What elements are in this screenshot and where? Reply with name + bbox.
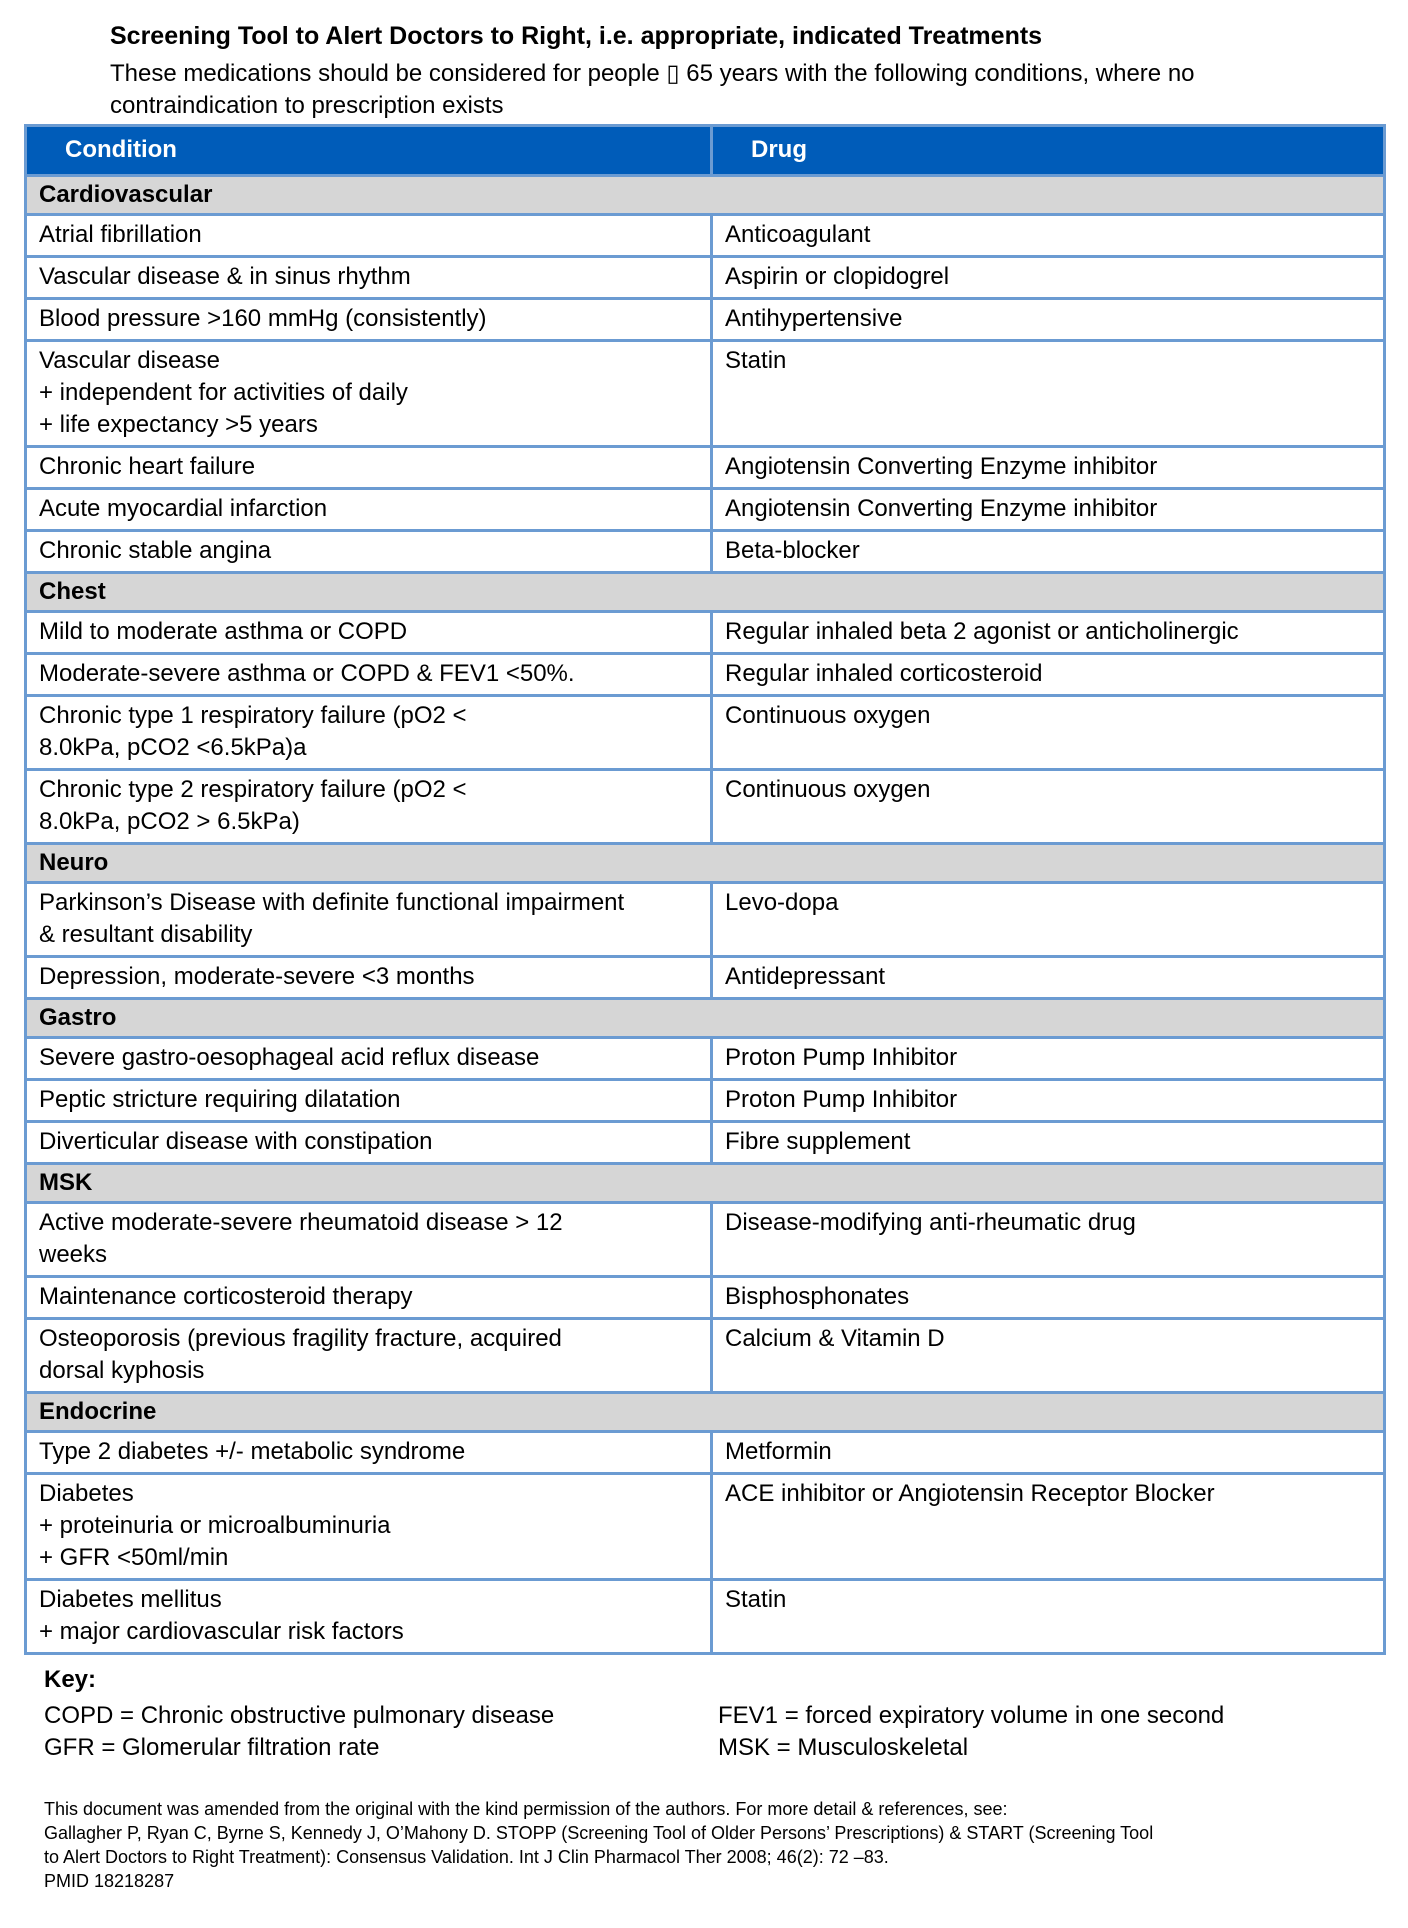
condition-cell: Diabetes + proteinuria or microalbuminuria + GFR <50ml/min bbox=[26, 1474, 712, 1580]
footer-line: PMID 18218287 bbox=[44, 1871, 175, 1891]
drug-cell: Antidepressant bbox=[712, 957, 1385, 999]
section-row bbox=[26, 573, 1385, 612]
section-row bbox=[26, 1393, 1385, 1432]
table-row bbox=[26, 612, 1385, 654]
key-gfr: GFR = Glomerular filtration rate bbox=[44, 1734, 380, 1761]
footer-reference bbox=[44, 1797, 1364, 1893]
condition-cell: Atrial fibrillation bbox=[26, 215, 712, 257]
drug-cell: Angiotensin Converting Enzyme inhibitor bbox=[712, 489, 1385, 531]
drug-cell: Continuous oxygen bbox=[712, 696, 1385, 770]
section-heading: Neuro bbox=[26, 844, 1385, 883]
drug-cell: Regular inhaled beta 2 agonist or anticholinergic bbox=[712, 612, 1385, 654]
condition-column-header: Condition bbox=[26, 126, 712, 176]
section-heading: MSK bbox=[26, 1164, 1385, 1203]
table-row bbox=[26, 531, 1385, 573]
condition-cell: Chronic type 1 respiratory failure (pO2 < 8.0kPa, pCO2 <6.5kPa)a bbox=[26, 696, 712, 770]
table-row bbox=[26, 489, 1385, 531]
key-msk: MSK = Musculoskeletal bbox=[718, 1734, 969, 1761]
table-row bbox=[26, 1080, 1385, 1122]
table-row bbox=[26, 215, 1385, 257]
table-row bbox=[26, 883, 1385, 957]
drug-cell: Levo-dopa bbox=[712, 883, 1385, 957]
section-row bbox=[26, 844, 1385, 883]
start-criteria-table bbox=[24, 124, 1386, 1655]
drug-cell: ACE inhibitor or Angiotensin Receptor Blocker bbox=[712, 1474, 1385, 1580]
table-body bbox=[26, 176, 1385, 1654]
condition-cell: Diabetes mellitus + major cardiovascular risk factors bbox=[26, 1580, 712, 1654]
footer-line: to Alert Doctors to Right Treatment): Consensus Validation. Int J Clin Pharmacol Ther 2008; 46(2): 72 –83. bbox=[44, 1847, 889, 1867]
condition-cell: Peptic stricture requiring dilatation bbox=[26, 1080, 712, 1122]
condition-cell: Severe gastro-oesophageal acid reflux disease bbox=[26, 1038, 712, 1080]
section-heading: Chest bbox=[26, 573, 1385, 612]
table-row bbox=[26, 1474, 1385, 1580]
document-title: Screening Tool to Alert Doctors to Right, i.e. appropriate, indicated Treatments bbox=[110, 22, 1043, 50]
section-heading: Cardiovascular bbox=[26, 176, 1385, 215]
condition-cell: Vascular disease + independent for activities of daily + life expectancy >5 years bbox=[26, 341, 712, 447]
condition-cell: Vascular disease & in sinus rhythm bbox=[26, 257, 712, 299]
table-row bbox=[26, 341, 1385, 447]
table-row bbox=[26, 1122, 1385, 1164]
condition-cell: Blood pressure >160 mmHg (consistently) bbox=[26, 299, 712, 341]
drug-cell: Statin bbox=[712, 1580, 1385, 1654]
section-row bbox=[26, 176, 1385, 215]
drug-cell: Antihypertensive bbox=[712, 299, 1385, 341]
condition-cell: Active moderate-severe rheumatoid disease > 12 weeks bbox=[26, 1203, 712, 1277]
key-right-column bbox=[718, 1700, 1224, 1764]
key-copd: COPD = Chronic obstructive pulmonary disease bbox=[44, 1702, 555, 1729]
condition-cell: Moderate-severe asthma or COPD & FEV1 <50%. bbox=[26, 654, 712, 696]
drug-cell: Beta-blocker bbox=[712, 531, 1385, 573]
drug-cell: Anticoagulant bbox=[712, 215, 1385, 257]
section-heading: Gastro bbox=[26, 999, 1385, 1038]
table-row bbox=[26, 696, 1385, 770]
condition-cell: Depression, moderate-severe <3 months bbox=[26, 957, 712, 999]
condition-cell: Chronic type 2 respiratory failure (pO2 < 8.0kPa, pCO2 > 6.5kPa) bbox=[26, 770, 712, 844]
key-title: Key: bbox=[44, 1666, 97, 1693]
section-row bbox=[26, 1164, 1385, 1203]
condition-cell: Maintenance corticosteroid therapy bbox=[26, 1277, 712, 1319]
drug-cell: Fibre supplement bbox=[712, 1122, 1385, 1164]
key-left-column bbox=[44, 1700, 554, 1764]
table-header-row bbox=[26, 126, 1385, 176]
table-row bbox=[26, 1580, 1385, 1654]
drug-cell: Proton Pump Inhibitor bbox=[712, 1080, 1385, 1122]
section-heading: Endocrine bbox=[26, 1393, 1385, 1432]
footer-line: Gallagher P, Ryan C, Byrne S, Kennedy J, O’Mahony D. STOPP (Screening Tool of Older Persons’ Prescriptions) & START (Screening Tool bbox=[44, 1823, 1154, 1843]
footer-line: This document was amended from the original with the kind permission of the authors. For more detail & references, see: bbox=[44, 1799, 1008, 1819]
condition-cell: Diverticular disease with constipation bbox=[26, 1122, 712, 1164]
table-row bbox=[26, 1203, 1385, 1277]
table-row bbox=[26, 1038, 1385, 1080]
drug-cell: Aspirin or clopidogrel bbox=[712, 257, 1385, 299]
condition-cell: Acute myocardial infarction bbox=[26, 489, 712, 531]
condition-cell: Type 2 diabetes +/- metabolic syndrome bbox=[26, 1432, 712, 1474]
table-row bbox=[26, 1277, 1385, 1319]
condition-cell: Mild to moderate asthma or COPD bbox=[26, 612, 712, 654]
drug-cell: Calcium & Vitamin D bbox=[712, 1319, 1385, 1393]
table-row bbox=[26, 957, 1385, 999]
drug-cell: Regular inhaled corticosteroid bbox=[712, 654, 1385, 696]
document-subtitle: These medications should be considered for people ▯ 65 years with the following conditions, where no contraindication to prescription exists bbox=[110, 60, 1195, 119]
condition-cell: Parkinson’s Disease with definite functional impairment & resultant disability bbox=[26, 883, 712, 957]
drug-cell: Statin bbox=[712, 341, 1385, 447]
section-row bbox=[26, 999, 1385, 1038]
drug-cell: Disease-modifying anti-rheumatic drug bbox=[712, 1203, 1385, 1277]
condition-cell: Chronic heart failure bbox=[26, 447, 712, 489]
table-row bbox=[26, 654, 1385, 696]
table-row bbox=[26, 447, 1385, 489]
drug-cell: Bisphosphonates bbox=[712, 1277, 1385, 1319]
drug-cell: Proton Pump Inhibitor bbox=[712, 1038, 1385, 1080]
table-row bbox=[26, 1432, 1385, 1474]
key-fev1: FEV1 = forced expiratory volume in one second bbox=[718, 1702, 1225, 1729]
table-row bbox=[26, 770, 1385, 844]
table-row bbox=[26, 1319, 1385, 1393]
table-row bbox=[26, 299, 1385, 341]
drug-cell: Angiotensin Converting Enzyme inhibitor bbox=[712, 447, 1385, 489]
condition-cell: Chronic stable angina bbox=[26, 531, 712, 573]
drug-cell: Continuous oxygen bbox=[712, 770, 1385, 844]
drug-column-header: Drug bbox=[712, 126, 1385, 176]
condition-cell: Osteoporosis (previous fragility fracture, acquired dorsal kyphosis bbox=[26, 1319, 712, 1393]
table-row bbox=[26, 257, 1385, 299]
drug-cell: Metformin bbox=[712, 1432, 1385, 1474]
